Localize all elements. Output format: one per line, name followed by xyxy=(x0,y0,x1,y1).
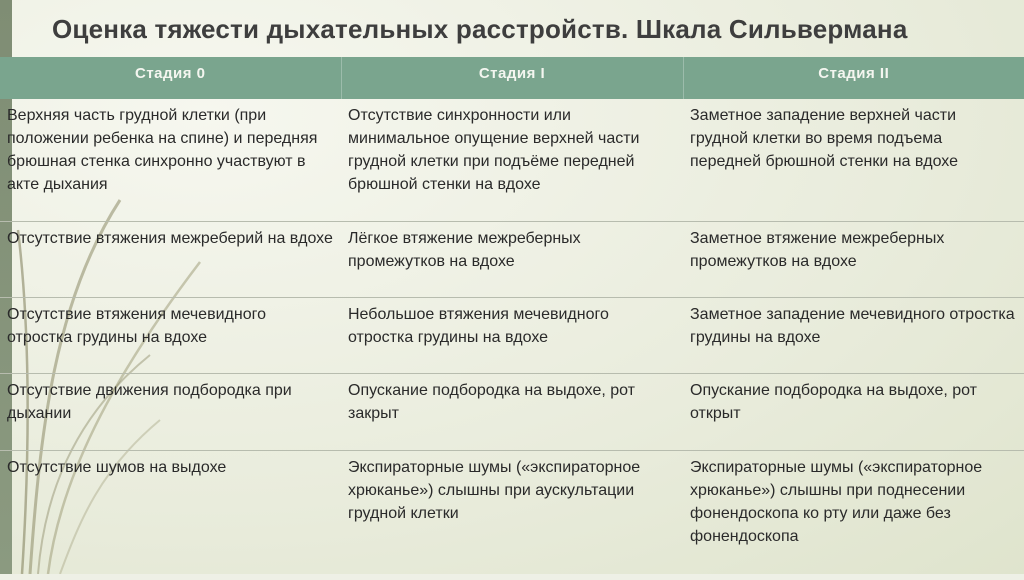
table-cell: Экспираторные шумы («экспираторное хрюканье») слышны при поднесении фонендоскопа ко рту или даже без фонендоскопа xyxy=(690,458,983,545)
table-cell: Отсутствие синхронности или минимальное опущение верхней части грудной клетки при подъёме передней брюшной стенки на вдохе xyxy=(341,99,683,221)
column-header-stage-2: Стадия II xyxy=(683,57,1024,99)
table-cell: Верхняя часть грудной клетки (при положении ребенка на спине) и передняя брюшная стенка синхронно участвуют в акте дыхания xyxy=(0,99,341,221)
table-cell: Отсутствие шумов на выдохе xyxy=(7,458,227,476)
table-header-row xyxy=(0,57,1024,99)
column-header-stage-1: Стадия I xyxy=(341,57,683,99)
table-cell: Отсутствие втяжения мечевидного отростка грудины на вдохе xyxy=(0,297,341,373)
table-cell: Отсутствие движения подбородка при дыхании xyxy=(0,373,341,450)
table-cell: Заметное западение мечевидного отростка грудины на вдохе xyxy=(683,297,1024,373)
table-row xyxy=(0,221,1024,297)
slide-title: Оценка тяжести дыхательных расстройств. Шкала Сильвермана xyxy=(52,14,908,44)
table-row xyxy=(0,450,1024,580)
table-cell: Опускание подбородка на выдохе, рот закрыт xyxy=(341,373,683,450)
table-cell: Заметное западение верхней части грудной клетки во время подъема передней брюшной стенки на вдохе xyxy=(683,99,1024,221)
table-cell: Заметное втяжение межреберных промежутков на вдохе xyxy=(683,221,1024,297)
table-cell: Опускание подбородка на выдохе, рот открыт xyxy=(683,373,1024,450)
table-row xyxy=(0,99,1024,221)
table-cell: Экспираторные шумы («экспираторное хрюканье») слышны при аускультации грудной клетки xyxy=(348,458,641,522)
table-cell: Лёгкое втяжение межреберных промежутков на вдохе xyxy=(341,221,683,297)
table-row xyxy=(0,373,1024,450)
silverman-scale-table xyxy=(0,57,1024,580)
table-cell: Отсутствие втяжения межреберий на вдохе xyxy=(0,221,341,297)
table-row xyxy=(0,297,1024,373)
table-cell: Небольшое втяжения мечевидного отростка грудины на вдохе xyxy=(341,297,683,373)
column-header-stage-0: Стадия 0 xyxy=(0,57,341,99)
